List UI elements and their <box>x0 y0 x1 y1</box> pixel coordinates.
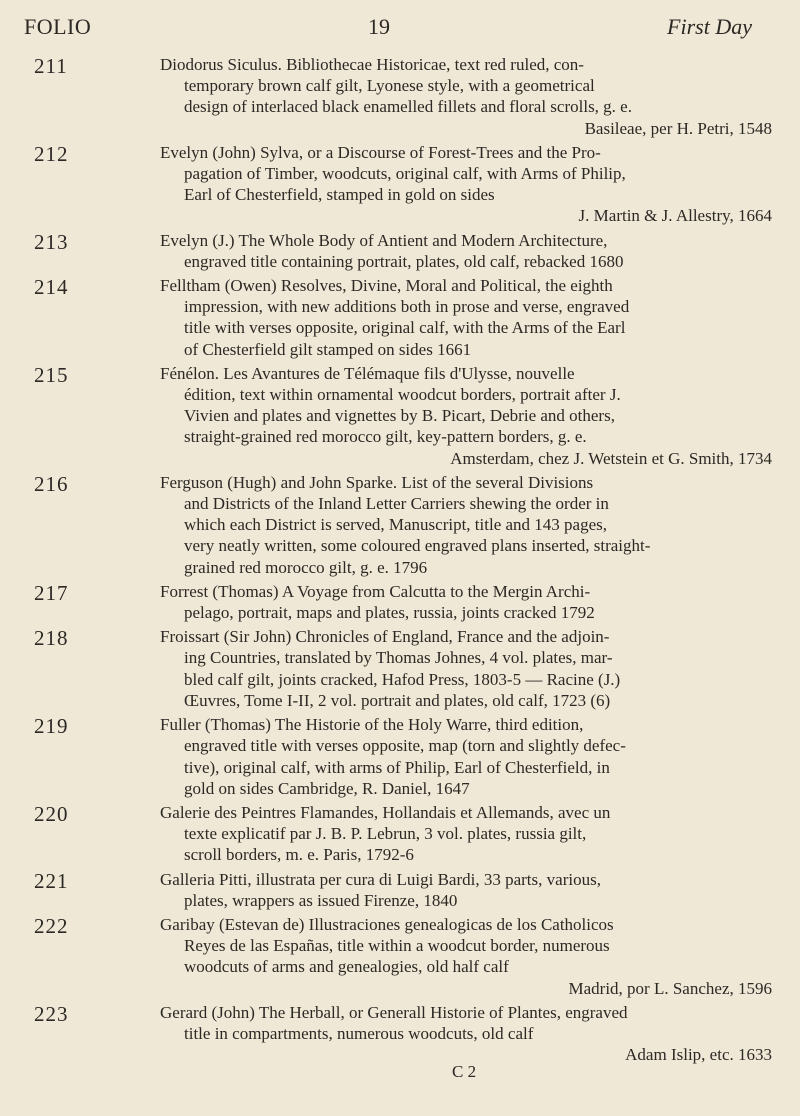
entry-imprint: Basileae, per H. Petri, 1548 <box>584 118 772 138</box>
lot-entry <box>0 142 800 227</box>
entry-line: Galerie des Peintres Flamandes, Hollandais et Allemands, avec un <box>160 802 611 822</box>
entry-line: of Chesterfield gilt stamped on sides 1661 <box>184 339 472 359</box>
entry-line: Forrest (Thomas) A Voyage from Calcutta to the Mergin Archi- <box>160 581 591 601</box>
entry-line: design of interlaced black enamelled fillets and floral scrolls, g. e. <box>184 97 632 117</box>
folio-label: FOLIO <box>24 14 92 39</box>
lot-number: 215 <box>34 362 69 387</box>
entry-line: Earl of Chesterfield, stamped in gold on sides <box>184 185 495 205</box>
entry-imprint: Madrid, por L. Sanchez, 1596 <box>568 978 772 998</box>
entry-line: title with verses opposite, original calf, with the Arms of the Earl <box>184 318 626 338</box>
lot-entry <box>0 869 800 911</box>
entry-line: and Districts of the Inland Letter Carriers shewing the order in <box>184 494 609 514</box>
lot-number: 222 <box>34 913 69 938</box>
entry-line: pelago, portrait, maps and plates, russia, joints cracked 1792 <box>184 603 595 623</box>
lot-number: 212 <box>34 141 69 166</box>
entry-line: Evelyn (J.) The Whole Body of Antient and Modern Architecture, <box>160 230 608 250</box>
entry-line: which each District is served, Manuscript, title and 143 pages, <box>184 515 607 535</box>
lot-number: 216 <box>34 471 69 496</box>
page-number: 19 <box>368 14 390 39</box>
lot-entry <box>0 363 800 469</box>
lot-number: 214 <box>34 275 69 300</box>
lot-entry <box>0 230 800 272</box>
entry-line: temporary brown calf gilt, Lyonese style, with a geometrical <box>184 76 595 96</box>
lot-list <box>0 54 800 1068</box>
entry-imprint: Amsterdam, chez J. Wetstein et G. Smith, 1734 <box>450 448 772 468</box>
entry-line: Ferguson (Hugh) and John Sparke. List of the several Divisions <box>160 472 594 492</box>
entry-line: woodcuts of arms and genealogies, old half calf <box>184 957 509 977</box>
entry-line: title in compartments, numerous woodcuts, old calf <box>184 1023 534 1043</box>
entry-line: Garibay (Estevan de) Illustraciones genealogicas de los Catholicos <box>160 914 614 934</box>
entry-line: plates, wrappers as issued Firenze, 1840 <box>184 890 458 910</box>
entry-imprint: Adam Islip, etc. 1633 <box>625 1045 772 1065</box>
lot-entry <box>0 581 800 623</box>
entry-line: texte explicatif par J. B. P. Lebrun, 3 vol. plates, russia gilt, <box>184 824 587 844</box>
entry-line: Froissart (Sir John) Chronicles of England, France and the adjoin- <box>160 627 610 647</box>
entry-line: Felltham (Owen) Resolves, Divine, Moral and Political, the eighth <box>160 276 613 296</box>
entry-line: Œuvres, Tome I-II, 2 vol. portrait and plates, old calf, 1723 (6) <box>184 690 611 710</box>
entry-line: scroll borders, m. e. Paris, 1792-6 <box>184 845 414 865</box>
entry-line: Evelyn (John) Sylva, or a Discourse of Forest-Trees and the Pro- <box>160 142 601 162</box>
entry-line: Gerard (John) The Herball, or Generall Historie of Plantes, engraved <box>160 1002 628 1022</box>
entry-imprint: J. Martin & J. Allestry, 1664 <box>578 206 772 226</box>
lot-entry <box>0 714 800 799</box>
entry-line: édition, text within ornamental woodcut borders, portrait after J. <box>184 385 621 405</box>
lot-number: 213 <box>34 229 69 254</box>
entry-line: Vivien and plates and vignettes by B. Picart, Debrie and others, <box>184 406 615 426</box>
entry-line: straight-grained red morocco gilt, key-pattern borders, g. e. <box>184 427 587 447</box>
entry-line: engraved title with verses opposite, map (torn and slightly defec- <box>184 736 626 756</box>
entry-line: ing Countries, translated by Thomas Johnes, 4 vol. plates, mar- <box>184 648 613 668</box>
entry-line: impression, with new additions both in prose and verse, engraved <box>184 297 630 317</box>
entry-line: very neatly written, some coloured engraved plans inserted, straight- <box>184 536 651 556</box>
entry-line: bled calf gilt, joints cracked, Hafod Press, 1803-5 — Racine (J.) <box>184 669 621 689</box>
entry-line: Fénélon. Les Avantures de Télémaque fils d'Ulysse, nouvelle <box>160 363 575 383</box>
entry-line: gold on sides Cambridge, R. Daniel, 1647 <box>184 778 470 798</box>
lot-number: 211 <box>34 54 68 78</box>
lot-number: 218 <box>34 626 69 651</box>
entry-line: pagation of Timber, woodcuts, original calf, with Arms of Philip, <box>184 164 626 184</box>
lot-entry <box>0 54 800 139</box>
lot-entry <box>0 1002 800 1066</box>
lot-number: 217 <box>34 580 69 605</box>
entry-line: Fuller (Thomas) The Historie of the Holy Warre, third edition, <box>160 715 584 735</box>
entry-line: engraved title containing portrait, plates, old calf, rebacked 1680 <box>184 251 624 271</box>
lot-number: 220 <box>34 801 69 826</box>
entry-line: Diodorus Siculus. Bibliothecae Historicae, text red ruled, con- <box>160 55 584 74</box>
lot-entry <box>0 472 800 578</box>
entry-line: grained red morocco gilt, g. e. 1796 <box>184 557 428 577</box>
lot-entry <box>0 626 800 711</box>
entry-line: Reyes de las Españas, title within a woodcut border, numerous <box>184 936 610 956</box>
lot-entry <box>0 802 800 866</box>
lot-number: 219 <box>34 714 69 739</box>
lot-entry <box>0 914 800 999</box>
sale-day-label: First Day <box>667 14 752 39</box>
lot-number: 223 <box>34 1001 69 1026</box>
signature-mark: C 2 <box>452 1062 477 1081</box>
lot-number: 221 <box>34 868 69 893</box>
lot-entry <box>0 275 800 360</box>
page-header <box>0 14 800 44</box>
entry-line: tive), original calf, with arms of Philip, Earl of Chesterfield, in <box>184 757 610 777</box>
entry-line: Galleria Pitti, illustrata per cura di Luigi Bardi, 33 parts, various, <box>160 869 601 889</box>
